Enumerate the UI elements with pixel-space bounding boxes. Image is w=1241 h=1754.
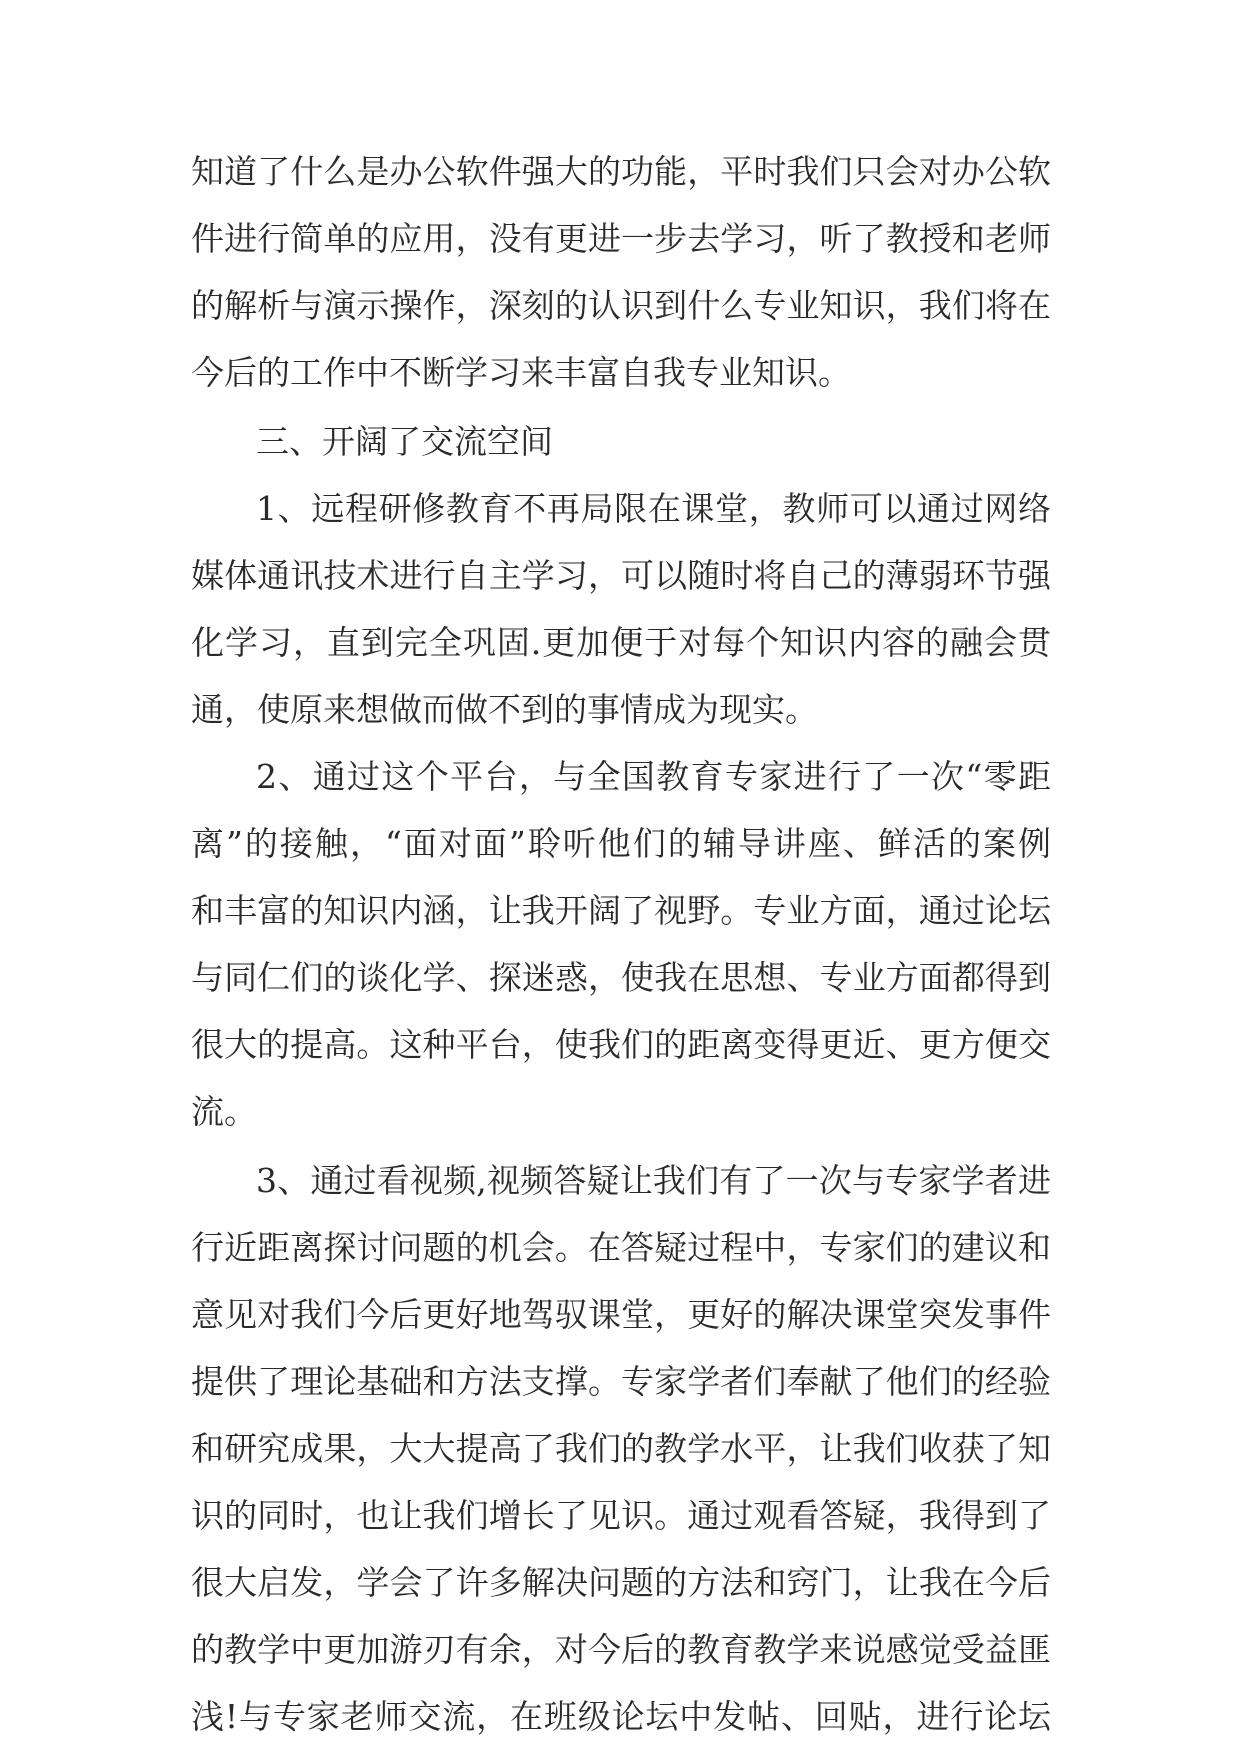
text-line: 提供了理论基础和方法支撑。专家学者们奉献了他们的经验 [191,1362,1051,1401]
text-line: 很大的提高。这种平台，使我们的距离变得更近、更方便交 [191,1025,1051,1064]
text-line: 与同仁们的谈化学、探迷惑，使我在思想、专业方面都得到 [191,958,1051,997]
text-line: 识的同时，也让我们增长了见识。通过观看答疑，我得到了 [191,1496,1051,1535]
text-line: 件进行简单的应用，没有更进一步去学习，听了教授和老师 [191,219,1051,258]
text-line: 意见对我们今后更好地驾驭课堂，更好的解决课堂突发事件 [191,1295,1051,1334]
text-line: 今后的工作中不断学习来丰富自我专业知识。 [191,353,851,392]
text-line: 1、远程研修教育不再局限在课堂，教师可以通过网络 [256,489,1051,528]
text-line: 知道了什么是办公软件强大的功能，平时我们只会对办公软 [191,152,1051,191]
text-line: 和丰富的知识内涵，让我开阔了视野。专业方面，通过论坛 [191,891,1051,930]
text-line: 的教学中更加游刃有余，对今后的教育教学来说感觉受益匪 [191,1630,1051,1669]
text-line: 2、通过这个平台，与全国教育专家进行了一次“零距 [256,757,1051,796]
text-line: 离”的接触，“面对面”聆听他们的辅导讲座、鲜活的案例 [191,824,1051,863]
text-line: 流。 [191,1092,257,1131]
text-line: 3、通过看视频,视频答疑让我们有了一次与专家学者进 [256,1161,1051,1200]
text-line: 行近距离探讨问题的机会。在答疑过程中，专家们的建议和 [191,1228,1051,1267]
text-line: 浅!与专家老师交流，在班级论坛中发帖、回贴，进行论坛 [191,1697,1051,1736]
text-line: 媒体通讯技术进行自主学习，可以随时将自己的薄弱环节强 [191,556,1051,595]
text-line: 和研究成果，大大提高了我们的教学水平，让我们收获了知 [191,1429,1051,1468]
text-line: 很大启发，学会了许多解决问题的方法和窍门，让我在今后 [191,1563,1051,1602]
text-line: 通，使原来想做而做不到的事情成为现实。 [191,690,818,729]
text-line: 的解析与演示操作，深刻的认识到什么专业知识，我们将在 [191,286,1051,325]
section-heading: 三、开阔了交流空间 [256,422,553,461]
text-line: 化学习，直到完全巩固.更加便于对每个知识内容的融会贯 [191,623,1051,662]
